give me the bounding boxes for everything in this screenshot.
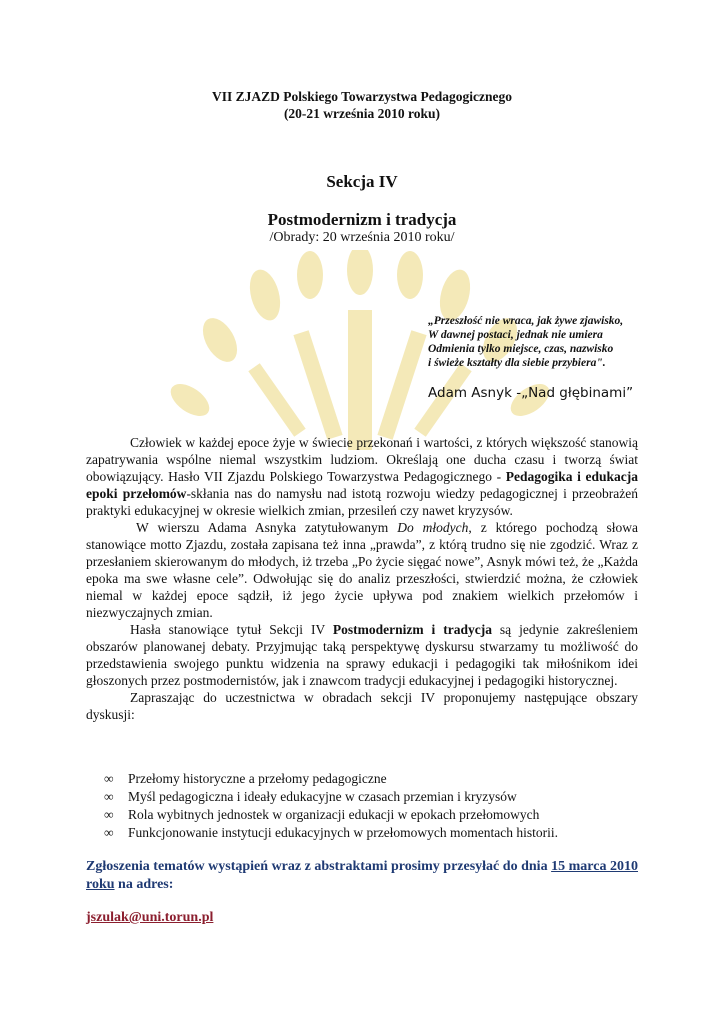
paragraph bbox=[86, 519, 638, 621]
topic-text: Funkcjonowanie instytucji edukacyjnych w przełomowych momentach historii. bbox=[128, 825, 559, 840]
quote-line: W dawnej postaci, jednak nie umiera bbox=[428, 329, 603, 341]
contact-email-link[interactable]: jszulak@uni.torun.pl bbox=[86, 910, 214, 925]
deadline-date: 15 marca 2010 roku bbox=[86, 859, 639, 892]
notice-suffix: na adres: bbox=[114, 877, 174, 892]
list-item bbox=[104, 788, 644, 806]
session-date: /Obrady: 20 września 2010 roku/ bbox=[269, 230, 455, 245]
paragraph bbox=[86, 434, 638, 519]
section-title: Postmodernizm i tradycja bbox=[267, 210, 457, 229]
paragraph bbox=[86, 621, 638, 689]
quote-line: „Przeszłość nie wraca, jak żywe zjawisko, bbox=[428, 315, 624, 327]
quote-line: i świeże kształty dla siebie przybiera". bbox=[428, 357, 606, 369]
event-dates: (20-21 września 2010 roku) bbox=[283, 106, 441, 121]
topic-text: Przełomy historyczne a przełomy pedagogiczne bbox=[128, 771, 387, 786]
paragraph: Zapraszając do uczestnictwa w obradach sekcji IV proponujemy następujące obszary dyskusji: bbox=[86, 690, 638, 722]
paragraph-text: są jedynie zakreśleniem obszarów planowanej debaty. Przyjmując taką perspektywę dyskursu stwarzamy tu możliwość do przedstawienia swojego punktu widzenia na sprawy edukacji i pedagogiki tak miłośnikom idei głoszonych przez postmodernistów, jak i znawcom tradycji edukacyjnej i pedagogiki historycznej. bbox=[86, 622, 638, 688]
section-theme: Postmodernizm i tradycja bbox=[332, 622, 492, 637]
conference-motto: Pedagogika i edukacja epoki przełomów bbox=[86, 469, 638, 501]
paragraph-text: Hasła stanowiące tytuł Sekcji IV bbox=[130, 622, 333, 637]
infinity-bullet-icon: ∞ bbox=[104, 789, 114, 804]
infinity-bullet-icon: ∞ bbox=[104, 807, 114, 822]
paragraph-text: , z którego pochodzą słowa stanowiące motto Zjazdu, została zapisana też inna „prawda”, z którą trudno się nie zgodzić. Wraz z przesłaniem skierowanym do młodych, iż trzeba „Po życie sięgać nowe”, Asnyk mówi też, że „Każda epoka ma swe własne cele”. Odwołując się do analiz przeszłości, stwierdzić można, że człowiek niemal w każdej epoce sądził, iż jego życie upływa pod znakiem wielkich przełomów i niezwyczajnych zmian. bbox=[86, 520, 639, 620]
paragraph-text: W wierszu Adama Asnyka zatytułowanym bbox=[136, 520, 398, 535]
poem-title: Do młodych bbox=[397, 520, 469, 535]
notice-text: Zgłoszenia tematów wystąpień wraz z abstraktami prosimy przesyłać do dnia bbox=[86, 859, 552, 874]
quote-line: Odmienia tylko miejsce, czas, nazwisko bbox=[428, 343, 614, 355]
infinity-bullet-icon: ∞ bbox=[104, 825, 114, 840]
topics-list bbox=[104, 770, 644, 842]
motto-quote bbox=[428, 314, 688, 370]
list-item bbox=[104, 806, 644, 824]
list-item bbox=[104, 770, 644, 788]
infinity-bullet-icon: ∞ bbox=[104, 771, 114, 786]
list-item bbox=[104, 824, 644, 842]
quote-attribution: Adam Asnyk -„Nad głębinami” bbox=[428, 385, 634, 401]
paragraph-text: Człowiek w każdej epoce żyje w świecie przekonań i wartości, z których większość stanowią zapatrywania wspólne niemal wszystkim ludziom. Określają one ducha czasu i tworzą świat obowiązujący. Hasło VII Zjazdu Polskiego Towarzystwa Pedagogicznego - bbox=[86, 435, 638, 484]
paragraph-text: -skłania nas do namysłu nad istotą rozwoju wiedzy pedagogicznej i przeobrażeń praktyki edukacyjnej w okresie wielkich zmian, przesileń czy nawet kryzysów. bbox=[86, 486, 638, 518]
topic-text: Rola wybitnych jednostek w organizacji edukacji w epokach przełomowych bbox=[128, 807, 540, 822]
submission-notice bbox=[86, 858, 638, 894]
section-heading: Sekcja IV bbox=[326, 172, 398, 191]
body-text bbox=[86, 434, 638, 723]
event-title: VII ZJAZD Polskiego Towarzystwa Pedagogicznego bbox=[212, 89, 512, 104]
topic-text: Myśl pedagogiczna i ideały edukacyjne w czasach przemian i kryzysów bbox=[128, 789, 517, 804]
